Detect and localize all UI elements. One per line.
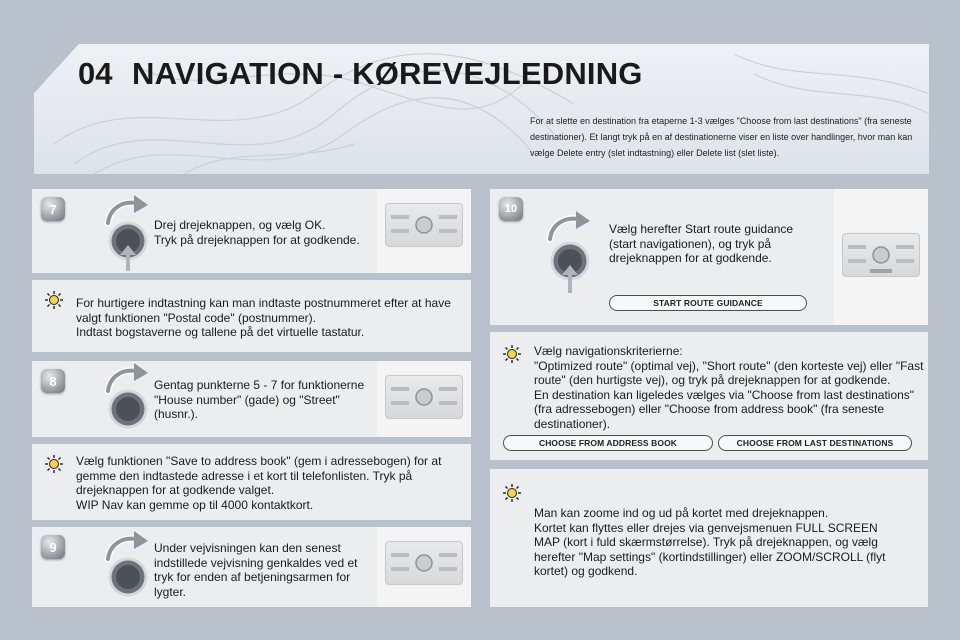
step-8-text: Gentag punkterne 5 - 7 for funktionerne "House number" (gade) og "Street" (husnr.). xyxy=(154,378,365,421)
tip-4-panel xyxy=(490,469,928,607)
start-route-guidance-button[interactable]: START ROUTE GUIDANCE xyxy=(609,295,807,311)
step-badge: 7 xyxy=(41,197,65,221)
rotary-knob-icon xyxy=(98,361,158,437)
step-9-panel xyxy=(32,527,471,607)
tip-4-text: Man kan zoome ind og ud på kortet med drejeknappen. Kortet kan flyttes eller drejes via genvejsmenuen FULL SCREEN MAP (kort i fuld skærmstørrelse). Tryk på drejeknappen, og vælg herefter "Map settings" (kortindstillinger) eller ZOOM/SCROLL (flyt kortet) og godkend. xyxy=(534,506,886,578)
rotary-knob-icon xyxy=(540,209,600,295)
step-7-text: Drej drejeknappen, og vælg OK. Tryk på drejeknappen for at godkende. xyxy=(154,218,360,247)
rotary-knob-icon xyxy=(98,529,158,609)
rotary-knob-icon xyxy=(98,193,158,273)
step-badge: 8 xyxy=(41,369,65,393)
lightbulb-icon xyxy=(44,454,64,474)
chapter-number: 04 xyxy=(78,56,113,91)
step-badge: 9 xyxy=(41,535,65,559)
step-8-panel xyxy=(32,361,471,437)
step-badge: 10 xyxy=(499,197,523,221)
tip-3-text: Vælg navigationskriterierne: "Optimized route" (optimal vej), "Short route" (den korteste vej) eller "Fast route" (den hurtigste vej), og tryk på drejeknappen for at godkende. En destination kan ligeledes vælges via "Choose from last destinations" (fra adressebogen) eller "Choose from address book" (fra seneste destinationer). xyxy=(534,344,924,431)
tip-1-text: For hurtigere indtastning kan man indtaste postnummeret efter at have valgt funktionen "Postal code" (postnummer). Indtast bogstaverne og tallene på det virtuelle tastatur. xyxy=(76,296,451,339)
step-7-panel xyxy=(32,189,471,273)
choose-from-address-book-button[interactable]: CHOOSE FROM ADDRESS BOOK xyxy=(503,435,713,451)
tip-1-panel xyxy=(32,280,471,352)
radio-faceplate-icon xyxy=(377,361,471,437)
tip-2-text: Vælg funktionen "Save to address book" (gem i adressebogen) for at gemme den indtastede adresse i et kort til telefonlisten. Tryk på drejeknappen for at godkende valget. WIP Nav kan gemme op til 4000 kontaktkort. xyxy=(76,454,442,512)
lightbulb-icon xyxy=(44,290,64,310)
step-10-panel xyxy=(490,189,928,325)
radio-faceplate-icon xyxy=(834,189,928,325)
tip-2-panel xyxy=(32,444,471,520)
choose-from-last-destinations-button[interactable]: CHOOSE FROM LAST DESTINATIONS xyxy=(718,435,912,451)
step-9-text: Under vejvisningen kan den senest indstillede vejvisning genkaldes ved et tryk for enden af betjeningsarmen for lygter. xyxy=(154,541,358,599)
lightbulb-icon xyxy=(502,344,522,364)
step-10-text: Vælg herefter Start route guidance (start navigationen), og tryk på drejeknappen for at godkende. xyxy=(609,222,794,265)
tip-3-panel xyxy=(490,332,928,460)
lightbulb-icon xyxy=(502,483,522,503)
radio-faceplate-icon xyxy=(377,527,471,607)
page-title: NAVIGATION - KØREVEJLEDNING xyxy=(132,56,643,91)
intro-text: For at slette en destination fra etaperne 1-3 vælges "Choose from last destinations" (fra seneste destinationer). Et langt tryk på en af destinationerne viser en liste over handlinger, hvor man kan vælge Delete entry (slet indtastning) eller Delete list (slet liste). xyxy=(530,116,913,158)
radio-faceplate-icon xyxy=(377,189,471,273)
